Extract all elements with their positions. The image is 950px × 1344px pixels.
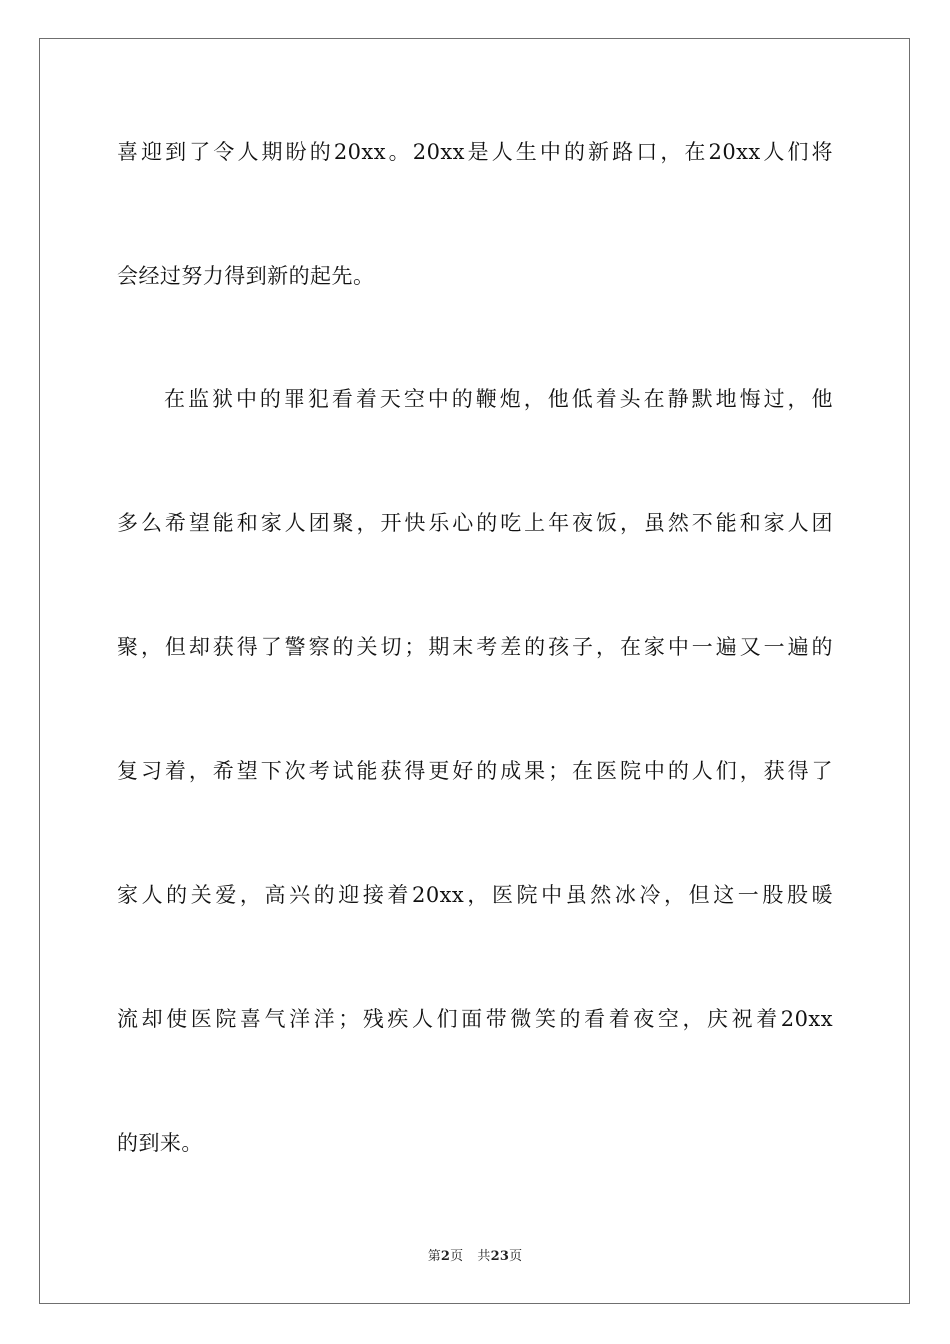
body-line-1: 喜迎到了令人期盼的20xx。20xx是人生中的新路口，在20xx人们将 [117, 140, 833, 164]
page-border [39, 38, 910, 1304]
body-line-9: 的到来。 [117, 1131, 203, 1155]
footer-page-number: 2 [440, 1249, 451, 1264]
body-line-8: 流却使医院喜气洋洋；残疾人们面带微笑的看着夜空，庆祝着20xx [117, 1007, 833, 1031]
page-footer [0, 1248, 950, 1266]
body-line-7: 家人的关爱，高兴的迎接着20xx，医院中虽然冰冷，但这一股股暖 [117, 883, 833, 907]
footer-page-prefix: 第 [427, 1249, 441, 1264]
body-line-2: 会经过努力得到新的起先。 [117, 264, 375, 288]
body-line-4: 多么希望能和家人团聚，开快乐心的吃上年夜饭，虽然不能和家人团 [117, 511, 833, 535]
footer-page-suffix: 页 [450, 1249, 464, 1264]
footer-total-prefix: 共 [477, 1249, 491, 1264]
body-line-3: 在监狱中的罪犯看着天空中的鞭炮，他低着头在静默地悔过，他 [164, 387, 833, 411]
body-line-6: 复习着，希望下次考试能获得更好的成果；在医院中的人们，获得了 [117, 759, 833, 783]
footer-total-pages: 23 [490, 1249, 510, 1264]
body-line-5: 聚，但却获得了警察的关切；期末考差的孩子，在家中一遍又一遍的 [117, 635, 833, 659]
footer-total-suffix: 页 [509, 1249, 523, 1264]
